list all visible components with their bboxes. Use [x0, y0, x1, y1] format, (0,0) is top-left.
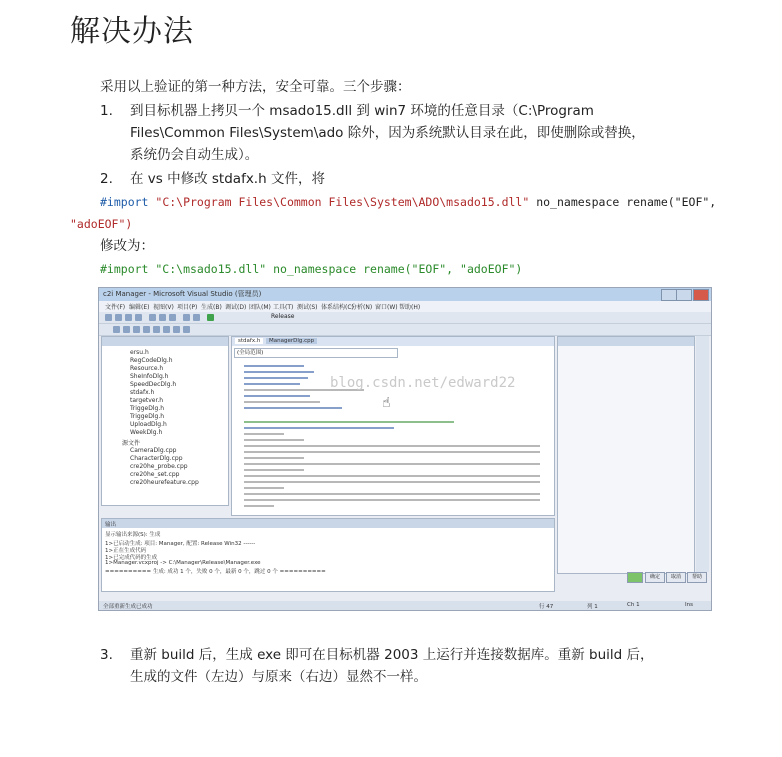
menu-item: 项目(P)	[177, 304, 198, 311]
tree-item: cre20heurefeature.cpp	[130, 479, 199, 486]
change-to-label: 修改为：	[100, 238, 154, 254]
toolbar-icon	[173, 326, 180, 333]
menu-item: 编辑(E)	[129, 304, 150, 311]
code-import-keyword: #import	[100, 195, 149, 209]
cancel-button: 取消	[666, 572, 686, 583]
tree-item: RegCodeDlg.h	[130, 357, 173, 364]
properties-pane	[557, 336, 695, 574]
open-icon	[115, 314, 122, 321]
output-line: 1>正在生成代码	[105, 548, 147, 554]
tree-item: SpeedDecDlg.h	[130, 381, 177, 388]
save-all-icon	[135, 314, 142, 321]
menu-item: 团队(M)	[249, 304, 271, 311]
solution-explorer-header	[102, 337, 228, 346]
status-line: 行 47	[539, 604, 554, 610]
output-line: ========== 生成: 成功 1 个，失败 0 个，最新 0 个，跳过 0 个 ==========	[105, 569, 326, 575]
tree-item: TriggeDlg.h	[130, 405, 165, 412]
code-editor	[231, 336, 555, 516]
ok-button: 确定	[645, 572, 665, 583]
vs-toolbar-1	[99, 312, 711, 324]
tree-item: stdafx.h	[130, 389, 155, 396]
toolbar-icon	[123, 326, 130, 333]
vs-title-bar	[99, 288, 711, 301]
output-header	[102, 519, 554, 528]
code-original-continuation: "adoEOF")	[70, 217, 133, 231]
properties-header	[558, 337, 694, 346]
solution-explorer	[101, 336, 229, 506]
tree-item: targetver.h	[130, 397, 164, 404]
code-original-rest: no_namespace rename("EOF",	[529, 195, 717, 209]
toolbar-icon	[133, 326, 140, 333]
status-ch: Ch 1	[627, 602, 640, 608]
menu-item: 调试(D)	[225, 304, 247, 311]
toolbar-icon	[113, 326, 120, 333]
page-title: 解决办法	[70, 14, 194, 49]
menu-item: 文件(F)	[105, 304, 126, 311]
watermark: blog.csdn.net/edward22	[330, 375, 516, 391]
output-pane	[101, 518, 555, 592]
status-ins: Ins	[685, 602, 693, 608]
code-original	[100, 191, 716, 213]
vs-toolbar-2	[99, 324, 711, 336]
vs-window-title: c2i Manager - Microsoft Visual Studio (管理员)	[103, 290, 262, 298]
help-button: 帮助	[687, 572, 707, 583]
cut-icon	[149, 314, 156, 321]
tree-item: cre20he_set.cpp	[130, 471, 180, 478]
menu-item: 体系结构(C)	[321, 304, 354, 311]
output-line: 1>Manager.vcxproj -> C:\Manager\Release\Manager.exe	[105, 560, 261, 566]
ok-check-icon	[627, 572, 643, 583]
step-1-line-2: Files\Common Files\System\ado 除外，因为系统默认目录在此，即使删除或替换，	[130, 125, 645, 141]
paste-icon	[169, 314, 176, 321]
vs-menu-bar	[99, 301, 711, 312]
step-1-line-3: 系统仍会自动生成）。	[130, 147, 259, 163]
menu-item: 帮助(H)	[399, 304, 421, 311]
vs-status-bar	[99, 601, 711, 610]
minimize-icon	[661, 289, 677, 301]
step-2-line-1: 在 vs 中修改 stdafx.h 文件，将	[130, 171, 325, 187]
menu-item: 工具(T)	[273, 304, 294, 311]
new-file-icon	[105, 314, 112, 321]
tree-folder-source: 源文件	[122, 440, 141, 447]
side-tool-strip	[696, 336, 709, 572]
code-original-path: "C:\Program Files\Common Files\System\ADO\msado15.dll"	[148, 195, 530, 209]
step-3-line-1: 重新 build 后，生成 exe 即可在目标机器 2003 上运行并连接数据库。重新 build 后，	[130, 647, 654, 663]
output-title: 输出	[105, 522, 117, 528]
step-1-line-1: 到目标机器上拷贝一个 msado15.dll 到 win7 环境的任意目录（C:\Program	[130, 103, 594, 119]
tree-item: SheInfoDlg.h	[130, 373, 169, 380]
editor-tab-strip	[232, 337, 554, 346]
maximize-icon	[676, 289, 692, 301]
hand-cursor-icon: ☝	[382, 395, 391, 411]
status-message: 全部重新生成已成功	[103, 604, 153, 610]
step-3-number: 3.	[100, 647, 113, 663]
config-select: Release	[271, 313, 295, 320]
tree-item: TriggeDlg.h	[130, 413, 165, 420]
tree-item: CameraDlg.cpp	[130, 447, 177, 454]
step-2-number: 2.	[100, 171, 113, 187]
toolbar-icon	[183, 326, 190, 333]
undo-icon	[183, 314, 190, 321]
tab-managerdlg: ManagerDlg.cpp	[266, 338, 317, 344]
output-line: 1>已启动生成: 项目: Manager, 配置: Release Win32 ------	[105, 541, 256, 547]
step-3-line-2: 生成的文件（左边）与原来（右边）显然不一样。	[130, 669, 427, 685]
menu-item: 分析(N)	[351, 304, 373, 311]
vs-screenshot	[98, 287, 712, 611]
tree-item: CharacterDlg.cpp	[130, 455, 183, 462]
code-modified: #import "C:\msado15.dll" no_namespace rename("EOF", "adoEOF")	[100, 262, 523, 276]
tree-item: ersu.h	[130, 349, 149, 356]
save-icon	[125, 314, 132, 321]
redo-icon	[193, 314, 200, 321]
copy-icon	[159, 314, 166, 321]
start-debug-icon	[207, 314, 214, 321]
scope-dropdown: (全局范围)	[234, 348, 398, 358]
toolbar-icon	[153, 326, 160, 333]
menu-item: 视图(V)	[153, 304, 174, 311]
toolbar-icon	[143, 326, 150, 333]
tree-item: cre20he_probe.cpp	[130, 463, 188, 470]
status-col: 列 1	[587, 604, 598, 610]
tree-item: Resource.h	[130, 365, 164, 372]
tree-item: UploadDlg.h	[130, 421, 167, 428]
toolbar-icon	[163, 326, 170, 333]
menu-item: 窗口(W)	[375, 304, 398, 311]
step-1-number: 1.	[100, 103, 113, 119]
menu-item: 测试(S)	[297, 304, 318, 311]
output-source: 显示输出来源(S): 生成	[105, 532, 161, 538]
close-icon	[693, 289, 709, 301]
output-line: 1>已完成代码的生成	[105, 555, 158, 561]
menu-item: 生成(B)	[201, 304, 222, 311]
intro-text: 采用以上验证的第一种方法，安全可靠。三个步骤：	[100, 79, 411, 95]
tree-item: WeekDlg.h	[130, 429, 163, 436]
tab-stdafx: stdafx.h	[235, 338, 263, 344]
